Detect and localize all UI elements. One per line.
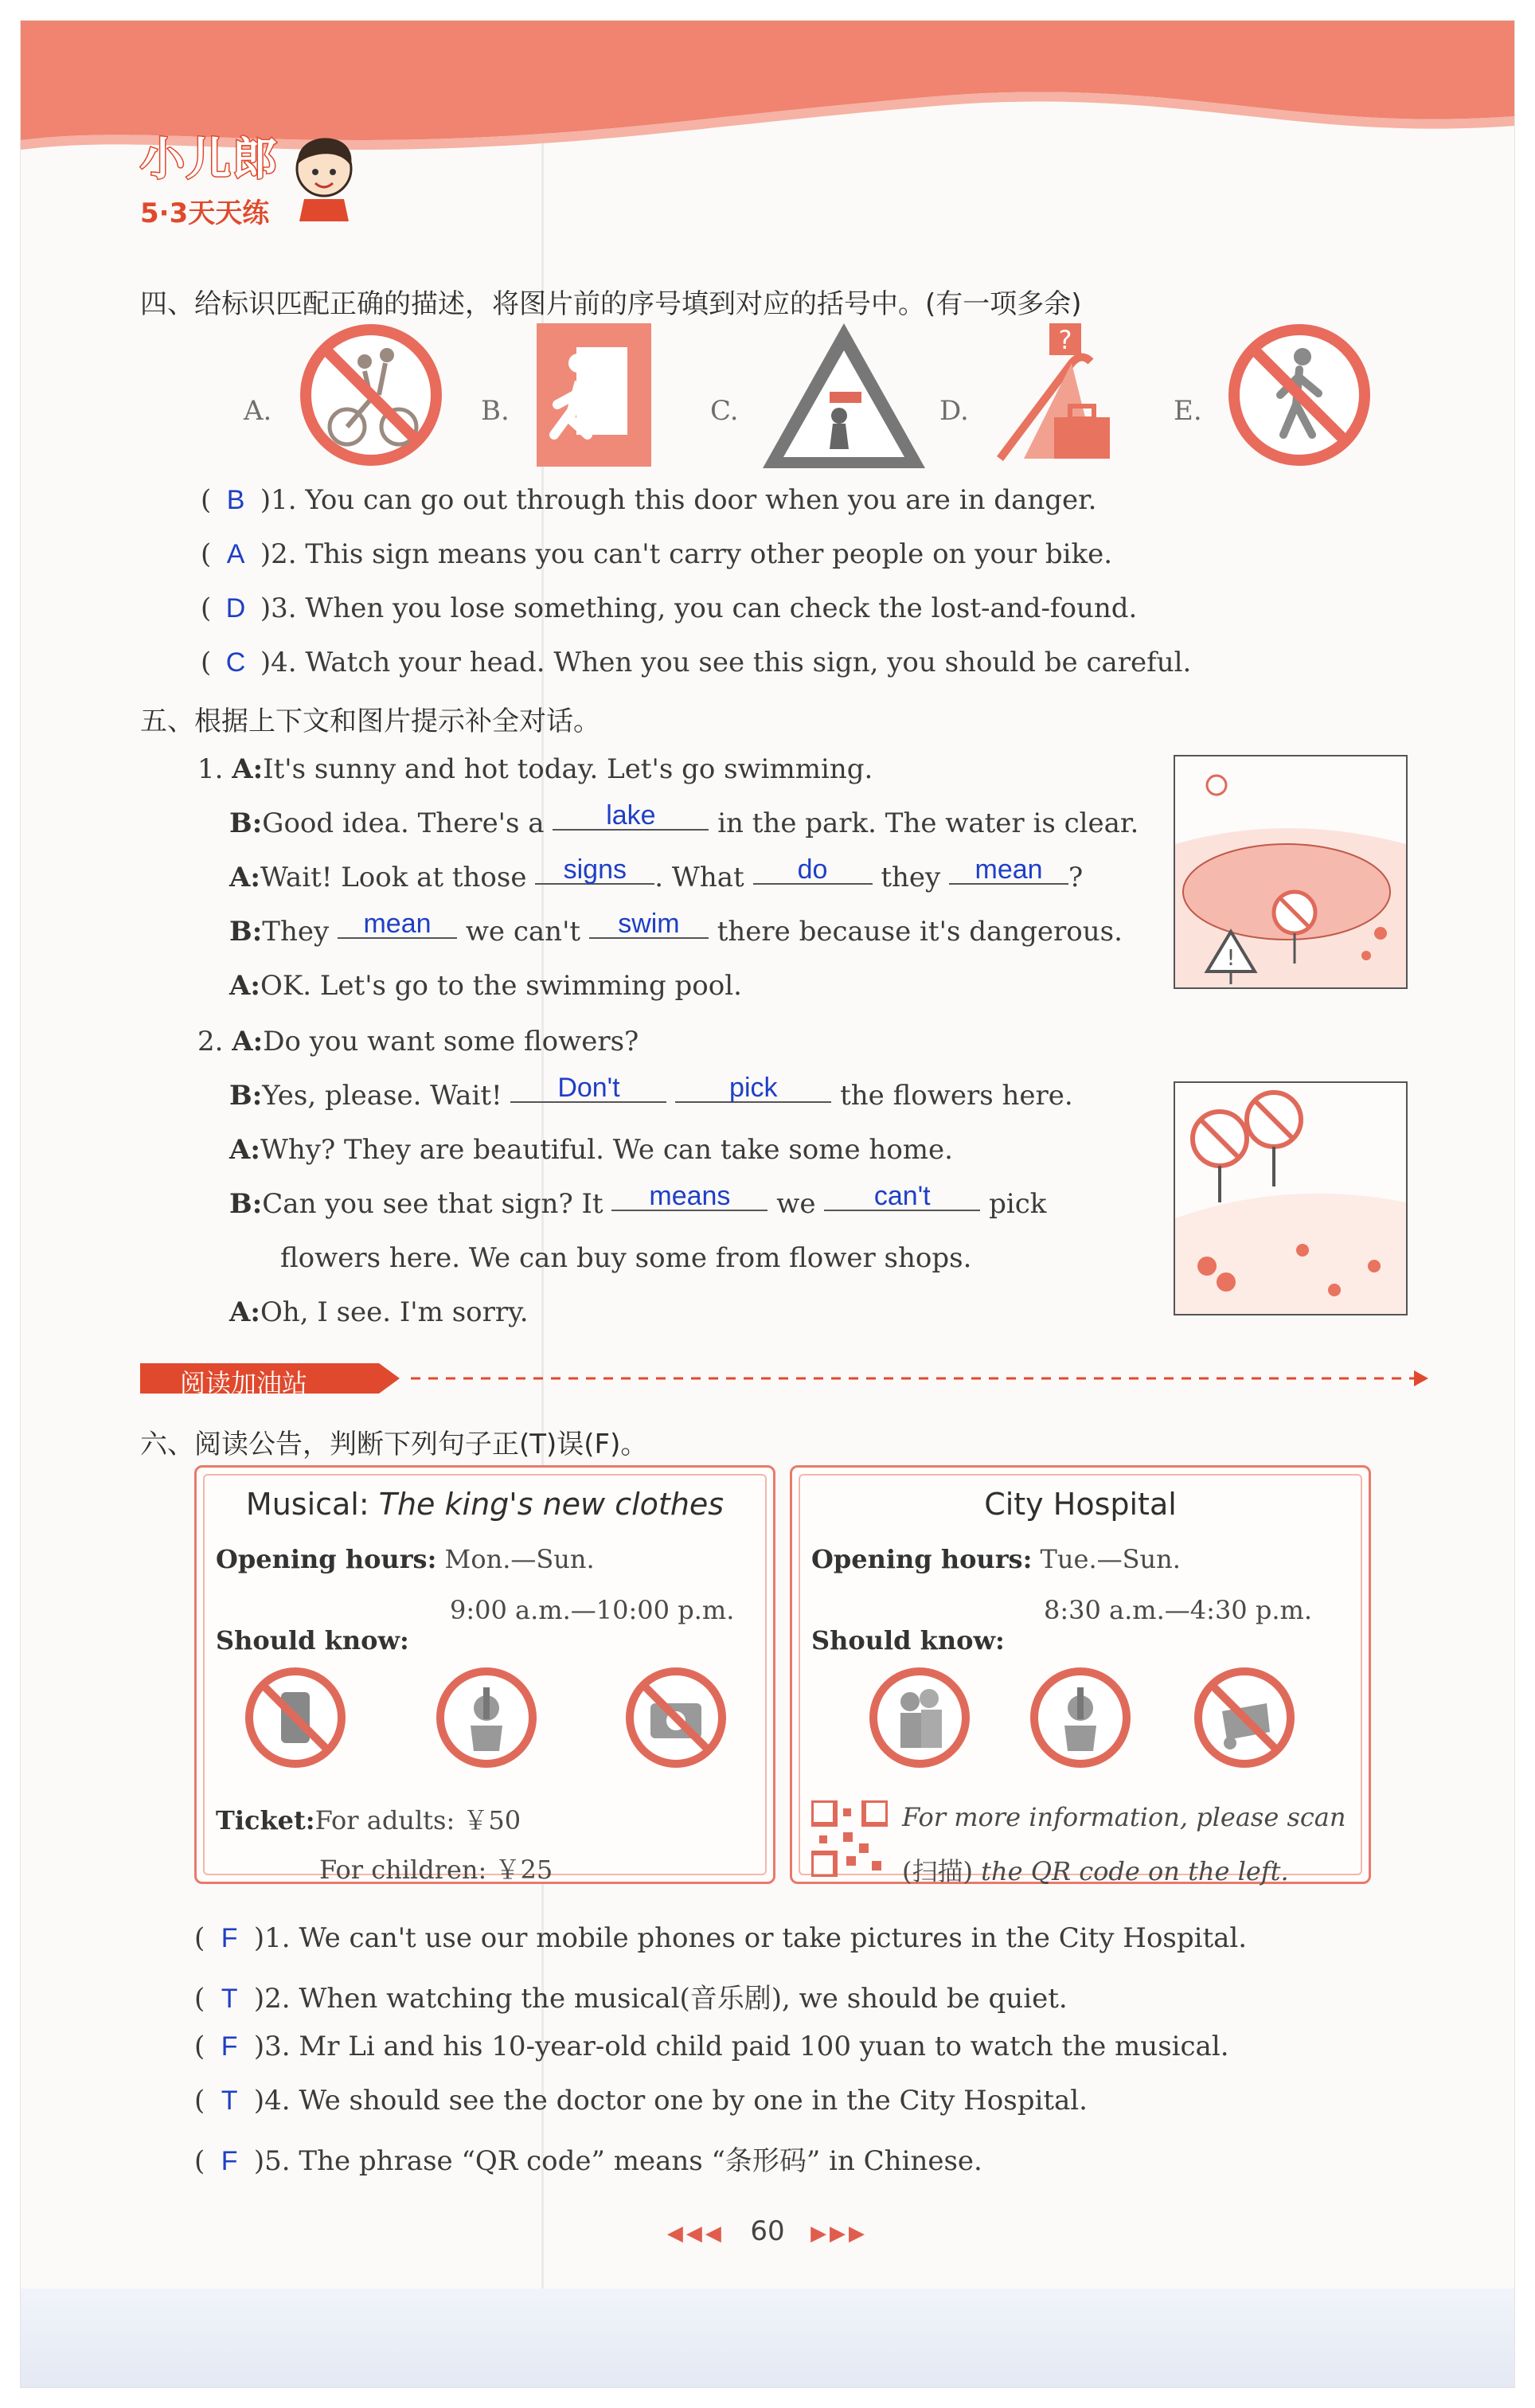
s4-item-4: ( C )4. Watch your head. When you see this sign, you should be careful. xyxy=(201,647,1192,678)
blank-cant[interactable]: can't xyxy=(824,1182,980,1211)
hospital-should-know-label: Should know: xyxy=(811,1625,1005,1656)
next-arrows-icon: ▶▶▶ xyxy=(810,2222,869,2246)
qr-code-icon xyxy=(811,1800,888,1877)
speaker-a: A: xyxy=(229,862,260,893)
hospital-should-know xyxy=(811,1625,1005,1656)
lake-scene-picture xyxy=(1174,755,1408,989)
hospital-hours xyxy=(811,1544,1181,1574)
s6-answer-3[interactable]: F xyxy=(221,2031,238,2062)
musical-should-know xyxy=(216,1625,409,1656)
d2-line-3 xyxy=(229,1134,953,1166)
hospital-hours-days: Tue.—Sun. xyxy=(1040,1544,1181,1574)
hospital-notice xyxy=(790,1465,1371,1884)
musical-hours xyxy=(216,1544,595,1574)
ticket-children: For children: ￥25 xyxy=(319,1855,553,1885)
blank-do[interactable]: do xyxy=(753,856,873,885)
brand-logo xyxy=(140,124,279,230)
no-phone-icon xyxy=(241,1663,350,1772)
ticket-label: Ticket: xyxy=(216,1805,315,1835)
flower-sign-picture xyxy=(1174,1081,1408,1315)
d2-l4a: Can you see that sign? It xyxy=(262,1188,603,1220)
no-photo-icon xyxy=(622,1663,730,1772)
workbook-page xyxy=(21,21,1514,2387)
d2-l1: Do you want some flowers? xyxy=(263,1026,639,1057)
s6-answer-2[interactable]: T xyxy=(221,1984,238,2014)
s6-item-5-text: )5. The phrase “QR code” means “条形码” in Chinese. xyxy=(253,2145,982,2177)
speaker-a: A: xyxy=(229,970,260,1002)
musical-title xyxy=(197,1487,773,1522)
d1-line-5 xyxy=(229,970,742,1002)
sign-letter-d: D. xyxy=(939,395,969,427)
reading-bar-label: 阅读加油站 xyxy=(180,1368,308,1398)
d2-number: 2. xyxy=(197,1026,224,1057)
d1-l3a: Wait! Look at those xyxy=(260,862,527,893)
keep-quiet-hospital-icon xyxy=(1026,1663,1135,1772)
sign-row xyxy=(21,315,1514,498)
d1-l3d: ? xyxy=(1068,862,1084,893)
s4-item-1: ( B )1. You can go out through this door when you are in danger. xyxy=(201,484,1097,516)
brand-name: 小儿郎 xyxy=(140,134,279,186)
d1-l3c: they xyxy=(881,862,941,893)
d1-l5: OK. Let's go to the swimming pool. xyxy=(260,970,742,1002)
blank-mean-2[interactable]: mean xyxy=(338,910,457,939)
no-touching-icon xyxy=(1190,1663,1299,1772)
s6-item-5: ( F )5. The phrase “QR code” means “条形码” in Chinese. xyxy=(194,2145,982,2177)
emergency-exit-icon xyxy=(530,315,658,475)
blank-means[interactable]: means xyxy=(611,1182,768,1211)
speaker-b: B: xyxy=(229,807,263,839)
speaker-a: A: xyxy=(232,753,264,785)
lost-and-found-icon xyxy=(992,315,1119,475)
musical-title-name: The king's new clothes xyxy=(378,1487,725,1522)
blank-signs[interactable]: signs xyxy=(535,856,654,885)
musical-hours-label: Opening hours: xyxy=(216,1544,437,1574)
speaker-a: A: xyxy=(229,1134,260,1166)
s6-answer-4[interactable]: T xyxy=(221,2086,238,2116)
s6-answer-5[interactable]: F xyxy=(221,2146,238,2176)
section4-title: 四、给标识匹配正确的描述，将图片前的序号填到对应的括号中。(有一项多余) xyxy=(140,288,1082,320)
hospital-info-2 xyxy=(902,1851,1289,1888)
svg-text:?: ? xyxy=(1058,325,1072,355)
no-riding-with-passenger-icon xyxy=(291,315,451,475)
musical-title-prefix: Musical: xyxy=(245,1487,379,1522)
brand-series: 5·3天天练 xyxy=(140,197,270,229)
blank-dont[interactable]: Don't xyxy=(510,1074,666,1103)
d1-line-4 xyxy=(229,909,1123,948)
sign-letter-a: A. xyxy=(244,395,272,427)
d1-l3b: . What xyxy=(654,862,744,893)
speaker-a: A: xyxy=(232,1026,264,1057)
svg-text:!: ! xyxy=(1226,944,1236,971)
queue-one-by-one-icon xyxy=(865,1663,974,1772)
d2-line-4 xyxy=(229,1181,1047,1220)
musical-should-know-label: Should know: xyxy=(216,1625,409,1656)
d2-l2b: the flowers here. xyxy=(840,1080,1073,1112)
boy-mascot-icon xyxy=(280,127,368,223)
hospital-hours-label: Opening hours: xyxy=(811,1544,1033,1574)
d1-l4a: They xyxy=(262,916,330,948)
d2-l6: Oh, I see. I'm sorry. xyxy=(260,1296,529,1328)
d1-line-3 xyxy=(229,854,1084,893)
d1-l2b: in the park. The water is clear. xyxy=(717,807,1139,839)
section5-title: 五、根据上下文和图片提示补全对话。 xyxy=(140,706,600,737)
reading-section-bar xyxy=(140,1358,1430,1401)
sign-letter-c: C. xyxy=(710,395,739,427)
d1-l4b: we can't xyxy=(465,916,581,948)
page-number: 60 xyxy=(750,2215,785,2247)
d1-l4c: there because it's dangerous. xyxy=(717,916,1123,948)
speaker-b: B: xyxy=(229,1188,263,1220)
speaker-b: B: xyxy=(229,1080,263,1112)
s4-answer-3[interactable]: D xyxy=(225,593,246,624)
ticket-adults xyxy=(216,1800,521,1837)
s4-answer-1[interactable]: B xyxy=(226,485,245,515)
d2-line-1 xyxy=(197,1026,639,1057)
d2-l2a: Yes, please. Wait! xyxy=(262,1080,502,1112)
s6-item-1-text: )1. We can't use our mobile phones or take pictures in the City Hospital. xyxy=(253,1922,1248,1954)
prev-arrows-icon: ◀◀◀ xyxy=(666,2222,725,2246)
s4-item-2: ( A )2. This sign means you can't carry other people on your bike. xyxy=(201,538,1113,570)
s6-item-2: ( T )2. When watching the musical(音乐剧), we should be quiet. xyxy=(194,1983,1068,2015)
s6-item-2-text: )2. When watching the musical(音乐剧), we should be quiet. xyxy=(253,1983,1068,2015)
no-walking-icon xyxy=(1220,315,1379,475)
hospital-info-cn: (扫描) xyxy=(902,1856,973,1886)
s6-item-1: ( F )1. We can't use our mobile phones or take pictures in the City Hospital. xyxy=(194,1922,1248,1954)
s4-item-4-text: )4. Watch your head. When you see this sign, you should be careful. xyxy=(260,647,1192,678)
s4-item-2-text: )2. This sign means you can't carry other people on your bike. xyxy=(260,538,1113,570)
s4-answer-4[interactable]: C xyxy=(225,647,246,678)
blank-lake[interactable]: lake xyxy=(553,802,709,831)
d1-line-1 xyxy=(197,753,873,785)
hospital-title: City Hospital xyxy=(984,1487,1177,1522)
d2-l4c: pick xyxy=(989,1188,1047,1220)
d2-line-5: flowers here. We can buy some from flower shops. xyxy=(280,1242,972,1274)
d1-number: 1. xyxy=(197,753,224,785)
musical-hours-days: Mon.—Sun. xyxy=(444,1544,595,1574)
s6-answer-1[interactable]: F xyxy=(221,1923,238,1953)
d2-line-2 xyxy=(229,1073,1073,1112)
s6-item-3-text: )3. Mr Li and his 10-year-old child paid 100 yuan to watch the musical. xyxy=(253,2031,1229,2062)
blank-mean-1[interactable]: mean xyxy=(949,856,1068,885)
s4-item-3: ( D )3. When you lose something, you can check the lost-and-found. xyxy=(201,592,1138,624)
musical-notice xyxy=(194,1465,775,1884)
ticket-adults-price: For adults: ￥50 xyxy=(314,1805,521,1835)
bottom-band xyxy=(21,2289,1514,2387)
s6-item-4-text: )4. We should see the doctor one by one in the City Hospital. xyxy=(253,2085,1088,2117)
s6-item-3: ( F )3. Mr Li and his 10-year-old child paid 100 yuan to watch the musical. xyxy=(194,2031,1229,2062)
speaker-b: B: xyxy=(229,916,263,948)
s4-answer-2[interactable]: A xyxy=(226,539,245,569)
sign-letter-e: E. xyxy=(1174,395,1202,427)
blank-pick[interactable]: pick xyxy=(675,1074,831,1103)
hospital-hours-time: 8:30 a.m.—4:30 p.m. xyxy=(1044,1595,1312,1625)
s4-item-3-text: )3. When you lose something, you can check the lost-and-found. xyxy=(260,592,1138,624)
speaker-a: A: xyxy=(229,1296,260,1328)
hospital-info-1: For more information, please scan xyxy=(902,1802,1346,1832)
d1-l1: It's sunny and hot today. Let's go swimming. xyxy=(263,753,873,785)
musical-hours-time: 9:00 a.m.—10:00 p.m. xyxy=(450,1595,735,1625)
d2-line-6 xyxy=(229,1296,529,1328)
section6-title: 六、阅读公告，判断下列句子正(T)误(F)。 xyxy=(140,1429,648,1460)
keep-quiet-icon xyxy=(432,1663,541,1772)
s4-item-1-text: )1. You can go out through this door when you are in danger. xyxy=(260,484,1097,516)
d2-l4b: we xyxy=(776,1188,816,1220)
d1-line-2 xyxy=(229,800,1139,839)
reading-bar-graphic xyxy=(140,1358,1430,1398)
blank-swim[interactable]: swim xyxy=(589,910,709,939)
sign-letter-b: B. xyxy=(481,395,510,427)
d1-l2a: Good idea. There's a xyxy=(262,807,545,839)
page-number-footer xyxy=(21,2215,1514,2247)
watch-your-head-warning-icon xyxy=(756,315,932,475)
s6-item-4: ( T )4. We should see the doctor one by one in the City Hospital. xyxy=(194,2085,1088,2117)
d2-l3: Why? They are beautiful. We can take some home. xyxy=(260,1134,953,1166)
hospital-info-en: the QR code on the left. xyxy=(981,1856,1289,1886)
